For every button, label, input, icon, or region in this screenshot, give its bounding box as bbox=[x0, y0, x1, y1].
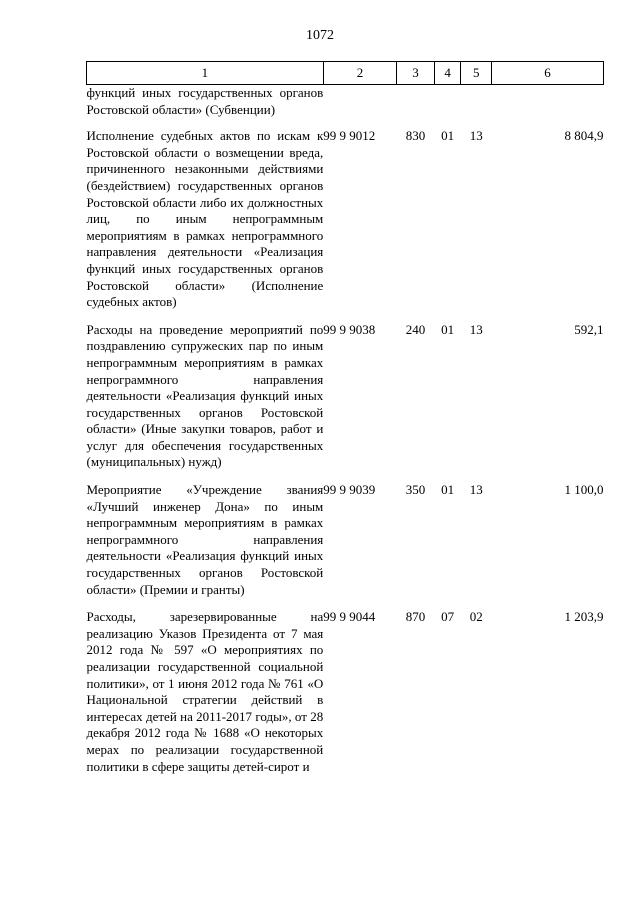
row-target-code: 99 9 9039 bbox=[323, 482, 376, 498]
row-section: 01 bbox=[441, 128, 455, 144]
row-description: функций иных государственных органов Ростовской области» (Субвенции) bbox=[86, 85, 324, 117]
row-description: Расходы на проведение мероприятий по поздравлению супружеских пар по иным непрограммным мероприятиям в рамках непрограммного направления деятельности «Реализация функций иных государственных органов Ростовской области» (Иные закупки товаров, работ и услуг для обеспечения государственных (муниципальных) нужд) bbox=[86, 321, 324, 470]
row-amount: 592,1 bbox=[574, 321, 604, 337]
column-header-3: 3 bbox=[397, 62, 435, 85]
table-row-continuation bbox=[87, 85, 604, 129]
row-expense-type: 350 bbox=[405, 482, 426, 498]
row-subsection: 02 bbox=[469, 609, 483, 625]
row-amount: 1 203,9 bbox=[564, 609, 604, 625]
row-amount: 1 100,0 bbox=[564, 482, 604, 498]
column-header-1: 1 bbox=[87, 62, 324, 85]
row-section: 07 bbox=[441, 609, 455, 625]
budget-table bbox=[86, 61, 604, 786]
table-header-row bbox=[87, 62, 604, 85]
row-target-code: 99 9 9012 bbox=[323, 128, 376, 144]
row-subsection: 13 bbox=[469, 321, 483, 337]
table-row bbox=[87, 482, 604, 609]
row-target-code: 99 9 9044 bbox=[323, 609, 376, 625]
row-subsection: 13 bbox=[469, 128, 483, 144]
row-description: Мероприятие «Учреждение звания «Лучший инженер Дона» по иным непрограммным мероприятиям в рамках непрограммного направления деятельности «Реализация функций иных государственных органов Ростовской области» (Премии и гранты) bbox=[86, 482, 324, 597]
column-header-2: 2 bbox=[323, 62, 396, 85]
table-row bbox=[87, 128, 604, 322]
column-header-5: 5 bbox=[461, 62, 492, 85]
table-row bbox=[87, 322, 604, 482]
row-expense-type: 870 bbox=[405, 609, 426, 625]
row-amount: 8 804,9 bbox=[564, 128, 604, 144]
row-expense-type: 240 bbox=[405, 321, 426, 337]
table-row bbox=[87, 609, 604, 786]
column-header-6: 6 bbox=[492, 62, 604, 85]
row-subsection: 13 bbox=[469, 482, 483, 498]
column-header-4: 4 bbox=[434, 62, 461, 85]
row-section: 01 bbox=[441, 321, 455, 337]
row-description: Расходы, зарезервированные на реализацию Указов Президента от 7 мая 2012 года № 597 «О мероприятиях по реализации государственной социальной политики», от 1 июня 2012 года № 761 «О Национальной стратегии действий в интересах детей на 2011-2017 годы», от 28 декабря 2012 года № 1688 «О некоторых мерах по реализации государственной политики в сфере защиты детей-сирот и bbox=[86, 609, 324, 774]
row-target-code: 99 9 9038 bbox=[323, 321, 376, 337]
row-section: 01 bbox=[441, 482, 455, 498]
row-description: Исполнение судебных актов по искам к Ростовской области о возмещении вреда, причиненного незаконными действиями (бездействием) государственных органов Ростовской области либо их должностных лиц, по иным непрограммным мероприятиям в рамках непрограммного направления деятельности «Реализация функций иных государственных органов Ростовской области» (Исполнение судебных актов) bbox=[86, 128, 324, 310]
page-number: 1072 bbox=[306, 28, 334, 43]
row-expense-type: 830 bbox=[405, 128, 426, 144]
